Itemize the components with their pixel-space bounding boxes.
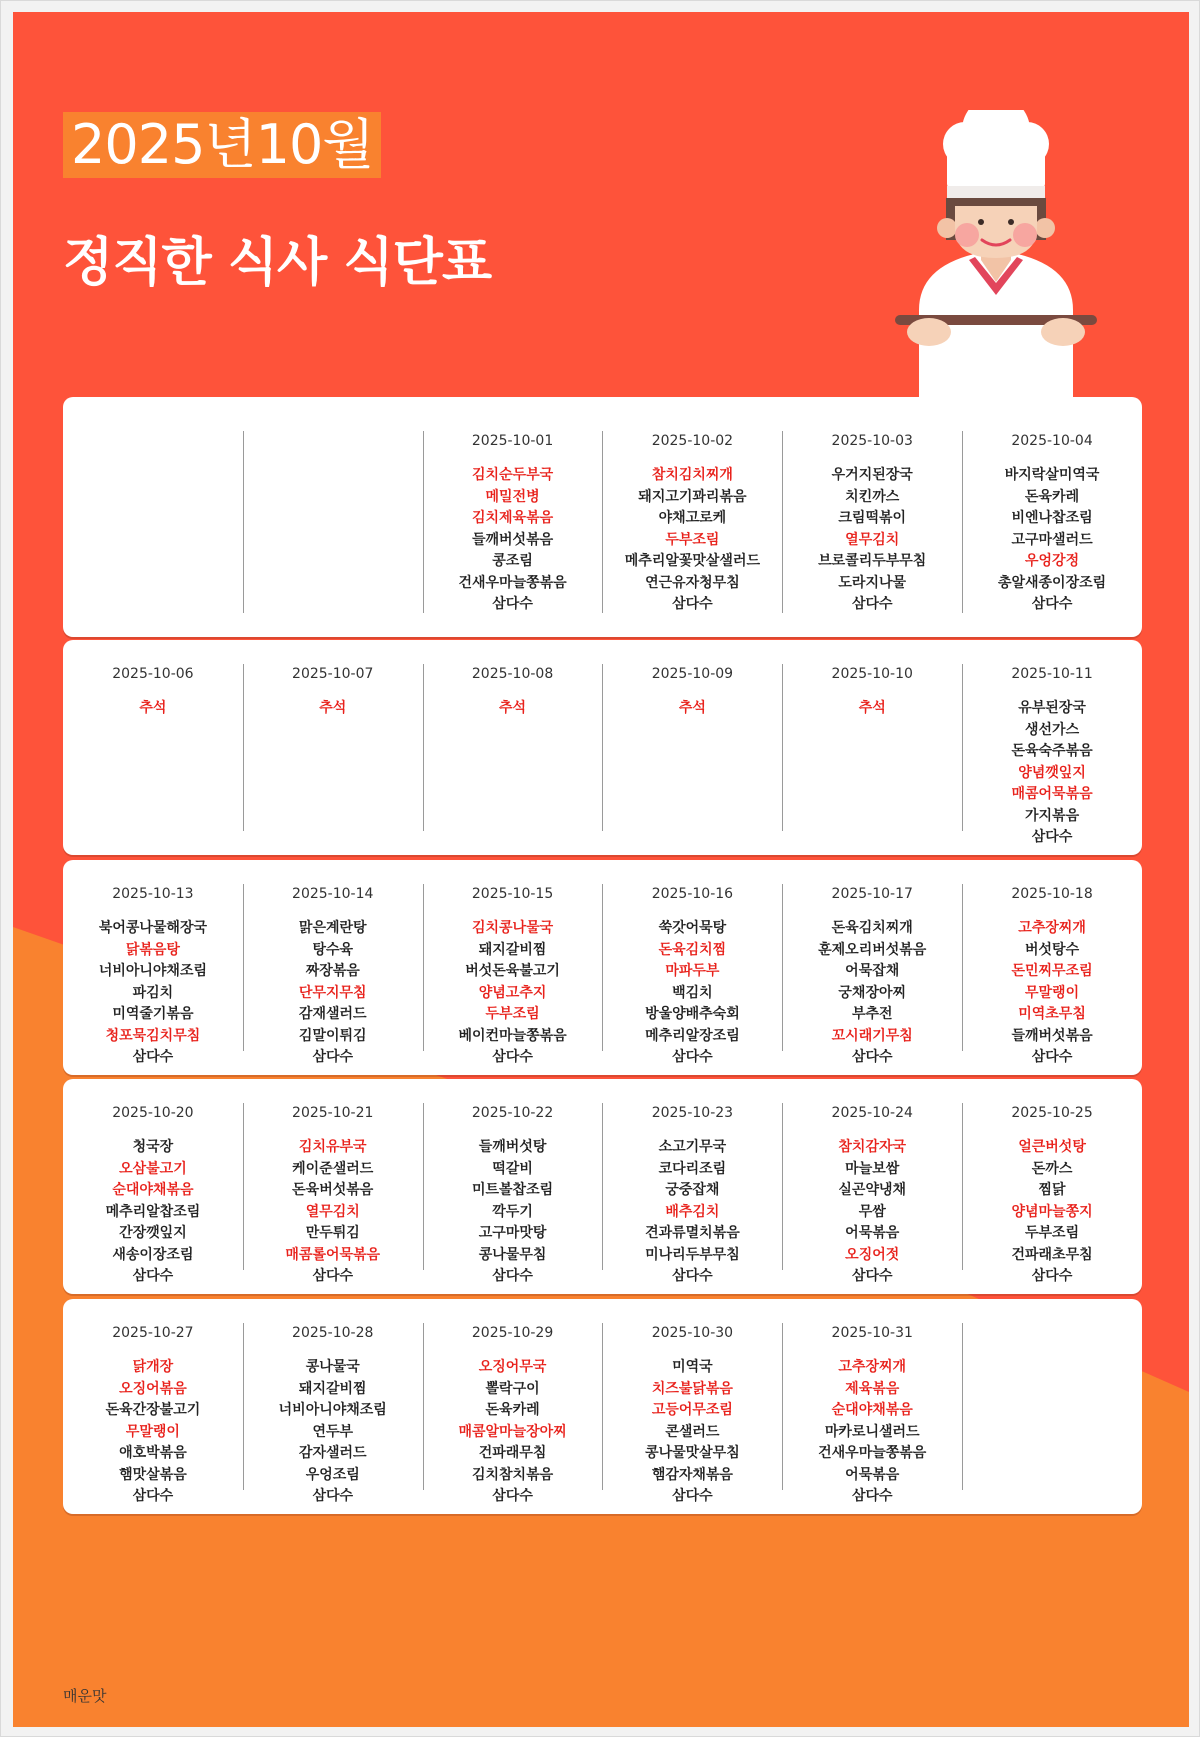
menu-item: 삼다수: [851, 1268, 893, 1284]
menu-item: 짜장볶음: [305, 963, 360, 979]
day-cell: [962, 407, 1142, 637]
menu-item-spicy: 청포묵김치무침: [105, 1027, 201, 1044]
day-cell: [243, 1299, 423, 1514]
menu-poster: [13, 12, 1189, 1727]
menu-item: 버섯탕수: [1025, 941, 1080, 958]
menu-item: 삼다수: [851, 596, 893, 612]
menu-item: 유부된장국: [1018, 700, 1086, 716]
menu-item-spicy: 고등어무조림: [651, 1402, 733, 1418]
menu-list: [63, 698, 243, 720]
menu-item-spicy: 매콤롤어묵볶음: [285, 1246, 381, 1263]
menu-item-spicy: 얼큰버섯탕: [1018, 1139, 1086, 1155]
menu-item-spicy: 고추장찌개: [1018, 920, 1086, 936]
day-date: 2025-10-17: [831, 886, 913, 902]
menu-item: 크림떡볶이: [838, 510, 907, 526]
menu-item: 돼지갈비찜: [478, 941, 547, 958]
menu-item: 생선가스: [1025, 721, 1080, 738]
menu-item: 돈육간장불고기: [105, 1402, 201, 1418]
menu-item: 삼다수: [492, 1488, 533, 1504]
menu-item-spicy: 추석: [499, 700, 527, 716]
menu-item: 연두부: [312, 1423, 354, 1440]
menu-item: 우엉조림: [305, 1466, 360, 1483]
day-date: 2025-10-29: [471, 1325, 554, 1341]
menu-item: 북어콩나물해장국: [98, 920, 208, 936]
menu-item: 코다리조림: [658, 1160, 727, 1177]
menu-item: 치킨까스: [845, 488, 900, 505]
menu-item: 삼다수: [1031, 1268, 1073, 1284]
menu-item-spicy: 두부조림: [485, 1006, 540, 1022]
day-cell: [63, 860, 243, 1075]
menu-item-spicy: 배추김치: [665, 1203, 720, 1220]
menu-list: [423, 1357, 603, 1508]
day-date: 2025-10-04: [1011, 433, 1093, 449]
menu-item-spicy: 순대야채볶음: [112, 1182, 194, 1198]
day-date: 2025-10-09: [651, 666, 734, 682]
menu-item: 파김치: [132, 984, 174, 1001]
menu-item: 버섯돈육불고기: [465, 963, 560, 979]
day-cell: [602, 1299, 782, 1514]
menu-item: 훈제오리버섯볶음: [818, 941, 927, 958]
menu-item: 들깨버섯볶음: [471, 531, 554, 548]
menu-list: [63, 1357, 243, 1508]
menu-list: [962, 465, 1142, 616]
day-date: 2025-10-14: [292, 886, 374, 902]
menu-title: 정직한 식사 식단표: [63, 233, 492, 293]
menu-item-spicy: 매콤어묵볶음: [1011, 786, 1093, 802]
day-date: 2025-10-22: [471, 1105, 554, 1121]
menu-item: 삼다수: [132, 1049, 174, 1065]
day-cell: [63, 407, 243, 637]
menu-list: [782, 698, 962, 720]
menu-item: 삼다수: [672, 596, 713, 612]
menu-item: 삼다수: [492, 1268, 533, 1284]
menu-item: 건파래무침: [478, 1445, 547, 1461]
menu-item-spicy: 김치유부국: [298, 1139, 367, 1155]
menu-item: 삼다수: [312, 1049, 354, 1065]
menu-item: 애호박볶음: [119, 1445, 187, 1461]
day-date: 2025-10-23: [651, 1105, 734, 1121]
menu-item: 마카로니샐러드: [824, 1423, 920, 1440]
day-date: 2025-10-13: [112, 886, 194, 902]
menu-item: 콩조림: [492, 553, 533, 569]
menu-item: 우거지된장국: [831, 467, 913, 483]
menu-item: 무쌈: [858, 1203, 886, 1220]
menu-item-spicy: 무말랭이: [125, 1423, 180, 1440]
menu-list: [423, 465, 603, 616]
menu-item-spicy: 마파두부: [665, 963, 720, 979]
menu-item-spicy: 고추장찌개: [838, 1359, 907, 1375]
menu-item: 건새우마늘쫑볶음: [458, 574, 567, 591]
menu-item: 간장깻잎지: [119, 1225, 187, 1241]
day-cell: [243, 860, 423, 1075]
day-date: 2025-10-08: [471, 666, 554, 682]
menu-list: [962, 698, 1142, 849]
day-date: 2025-10-18: [1011, 886, 1093, 902]
day-cell: [63, 1079, 243, 1294]
menu-item-spicy: 추석: [319, 700, 347, 716]
menu-item: 견과류멸치볶음: [645, 1225, 740, 1241]
day-date: 2025-10-06: [112, 666, 194, 682]
menu-item: 삼다수: [1031, 596, 1073, 612]
menu-list: [782, 465, 962, 616]
menu-item: 궁중잡채: [665, 1182, 720, 1198]
menu-item: 메추리알찹조림: [105, 1203, 201, 1220]
menu-item: 너비아니야채조림: [278, 1402, 387, 1418]
menu-list: [63, 918, 243, 1069]
day-cell: [782, 640, 962, 855]
day-cell: [962, 1299, 1142, 1514]
day-date: 2025-10-10: [831, 666, 913, 682]
menu-list: [243, 1137, 423, 1288]
day-date: 2025-10-20: [112, 1105, 194, 1121]
menu-item: 돈까스: [1031, 1160, 1073, 1177]
menu-item: 바지락살미역국: [1004, 467, 1100, 483]
menu-item: 어묵잡채: [845, 963, 900, 979]
menu-item: 삼다수: [672, 1049, 713, 1065]
week-card: [63, 1299, 1142, 1514]
menu-item: 실곤약냉채: [838, 1182, 907, 1198]
day-cell: [602, 860, 782, 1075]
menu-item-spicy: 오징어무국: [478, 1359, 547, 1375]
menu-item-spicy: 열무김치: [845, 531, 900, 548]
menu-item: 건파래초무침: [1011, 1246, 1093, 1263]
menu-list: [602, 698, 782, 720]
menu-item: 부추전: [851, 1006, 893, 1022]
day-date: 2025-10-02: [651, 433, 734, 449]
menu-item-spicy: 두부조림: [665, 531, 720, 548]
menu-list: [423, 1137, 603, 1288]
menu-item: 삼다수: [672, 1488, 713, 1504]
menu-item: 돈육김치찌개: [831, 920, 913, 936]
menu-list: [602, 465, 782, 616]
month-title: 2025년10월: [63, 112, 381, 178]
week-card: [63, 407, 1142, 637]
menu-item: 삼다수: [672, 1268, 713, 1284]
menu-item-spicy: 치즈불닭볶음: [651, 1380, 733, 1397]
menu-item: 쑥갓어묵탕: [658, 920, 727, 936]
day-cell: [63, 640, 243, 855]
day-cell: [602, 640, 782, 855]
menu-item: 너비아니야채조림: [98, 963, 208, 979]
menu-item: 가지볶음: [1025, 807, 1080, 824]
day-date: 2025-10-30: [651, 1325, 734, 1341]
menu-item: 고구마맛탕: [478, 1225, 547, 1241]
menu-item: 연근유자청무침: [645, 574, 740, 591]
menu-item: 미역국: [672, 1359, 713, 1375]
menu-item: 비엔나찹조림: [1011, 510, 1093, 526]
menu-list: [962, 1137, 1142, 1288]
day-cell: [962, 860, 1142, 1075]
day-cell: [423, 1079, 603, 1294]
menu-item: 맑은계란탕: [298, 920, 367, 936]
menu-item: 야채고로케: [658, 510, 727, 526]
menu-list: [423, 918, 603, 1069]
day-cell: [423, 1299, 603, 1514]
menu-item: 삼다수: [132, 1488, 174, 1504]
day-cell: [782, 1299, 962, 1514]
menu-list: [782, 1357, 962, 1508]
menu-item: 총알새종이장조림: [997, 574, 1107, 591]
menu-item: 고구마샐러드: [1011, 531, 1093, 548]
menu-item: 찜닭: [1038, 1182, 1066, 1198]
menu-item: 뽈락구이: [485, 1380, 540, 1397]
menu-item: 들깨버섯볶음: [1011, 1027, 1093, 1044]
day-cell: [602, 1079, 782, 1294]
menu-item: 베이컨마늘쫑볶음: [458, 1027, 567, 1044]
legend-spicy-note: 매운맛: [63, 1687, 107, 1705]
menu-item-spicy: 열무김치: [305, 1203, 360, 1220]
menu-item: 삼다수: [851, 1049, 893, 1065]
menu-item: 햄맛살볶음: [119, 1466, 187, 1483]
day-date: 2025-10-21: [292, 1105, 374, 1121]
menu-list: [602, 1137, 782, 1288]
menu-item: 삼다수: [312, 1268, 354, 1284]
menu-item: 삼다수: [851, 1488, 893, 1504]
menu-item: 떡갈비: [492, 1160, 533, 1177]
menu-list: [782, 1137, 962, 1288]
menu-list: [962, 918, 1142, 1069]
menu-item: 삼다수: [312, 1488, 354, 1504]
menu-item-spicy: 닭볶음탕: [125, 941, 180, 958]
menu-item: 방울양배추숙회: [645, 1006, 740, 1022]
day-date: 2025-10-27: [112, 1325, 194, 1341]
menu-item: 백김치: [672, 984, 713, 1001]
day-date: 2025-10-07: [292, 666, 374, 682]
menu-item-spicy: 참치감자국: [838, 1139, 907, 1155]
menu-item: 마늘보쌈: [845, 1160, 900, 1177]
menu-item: 탕수육: [312, 941, 354, 958]
menu-item: 청국장: [132, 1139, 174, 1155]
menu-item: 햄감자채볶음: [651, 1466, 733, 1483]
menu-item-spicy: 메밀전병: [485, 488, 540, 505]
menu-item-spicy: 오삼불고기: [119, 1160, 187, 1177]
menu-item: 새송이장조림: [112, 1246, 194, 1263]
day-cell: [423, 407, 603, 637]
day-cell: [423, 640, 603, 855]
menu-item: 궁채장아찌: [838, 984, 907, 1001]
menu-item: 삼다수: [1031, 1049, 1073, 1065]
menu-item-spicy: 김치순두부국: [471, 467, 554, 483]
week-card: [63, 860, 1142, 1075]
menu-item: 콩나물무침: [478, 1246, 547, 1263]
menu-item: 두부조림: [1025, 1225, 1080, 1241]
menu-item: 김말이튀김: [298, 1027, 367, 1044]
day-date: 2025-10-28: [292, 1325, 374, 1341]
menu-item: 돈육카레: [485, 1402, 540, 1418]
menu-item-spicy: 오징어볶음: [119, 1380, 187, 1397]
menu-item: 삼다수: [492, 596, 533, 612]
week-card: [63, 640, 1142, 855]
menu-item: 메추리알꽃맛살샐러드: [624, 553, 761, 569]
chef-illustration: [889, 110, 1103, 410]
menu-item: 콘샐러드: [665, 1423, 720, 1440]
menu-item-spicy: 닭개장: [132, 1359, 174, 1375]
day-cell: [602, 407, 782, 637]
menu-item-spicy: 제육볶음: [845, 1380, 900, 1397]
menu-item: 김치참치볶음: [471, 1466, 554, 1483]
menu-item: 깍두기: [492, 1203, 533, 1220]
day-cell: [243, 1079, 423, 1294]
menu-list: [63, 1137, 243, 1288]
menu-item-spicy: 추석: [858, 700, 886, 716]
day-date: 2025-10-25: [1011, 1105, 1093, 1121]
menu-item-spicy: 단무지무침: [298, 984, 367, 1001]
day-date: 2025-10-03: [831, 433, 913, 449]
menu-item-spicy: 양념고추지: [478, 984, 547, 1001]
day-date: 2025-10-16: [651, 886, 734, 902]
menu-item-spicy: 순대야채볶음: [831, 1402, 913, 1418]
menu-item: 메추리알장조림: [645, 1027, 740, 1044]
menu-item: 들깨버섯탕: [478, 1139, 547, 1155]
menu-item: 미나리두부무침: [645, 1246, 740, 1263]
menu-list: [602, 918, 782, 1069]
menu-item: 어묵볶음: [845, 1466, 900, 1483]
menu-item: 돈육숙주볶음: [1011, 743, 1093, 759]
menu-item: 돈육카레: [1025, 488, 1080, 505]
menu-item-spicy: 김치제육볶음: [471, 510, 554, 526]
menu-list: [602, 1357, 782, 1508]
menu-item-spicy: 추석: [139, 700, 167, 716]
menu-item-spicy: 돈육김치찜: [658, 941, 727, 958]
menu-item-spicy: 무말랭이: [1025, 984, 1080, 1001]
day-cell: [962, 640, 1142, 855]
day-cell: [243, 640, 423, 855]
menu-item-spicy: 돈민찌무조림: [1011, 963, 1093, 979]
menu-item: 돼지갈비찜: [298, 1380, 367, 1397]
menu-item: 어묵볶음: [845, 1225, 900, 1241]
menu-item: 콩나물국: [305, 1359, 360, 1375]
day-cell: [782, 1079, 962, 1294]
menu-list: [243, 698, 423, 720]
menu-item-spicy: 우엉강정: [1025, 553, 1080, 569]
menu-item: 만두튀김: [305, 1225, 360, 1241]
day-date: 2025-10-15: [471, 886, 554, 902]
day-cell: [962, 1079, 1142, 1294]
day-cell: [63, 1299, 243, 1514]
menu-item: 감자샐러드: [298, 1445, 367, 1461]
menu-item-spicy: 오징어젓: [845, 1246, 900, 1263]
menu-item: 건새우마늘쫑볶음: [818, 1445, 927, 1461]
menu-item: 삼다수: [1031, 829, 1073, 845]
day-date: 2025-10-01: [471, 433, 554, 449]
menu-item: 미트볼찹조림: [471, 1182, 554, 1198]
day-date: 2025-10-11: [1011, 666, 1093, 682]
menu-list: [782, 918, 962, 1069]
menu-item-spicy: 김치콩나물국: [471, 920, 554, 936]
day-date: 2025-10-24: [831, 1105, 913, 1121]
menu-item: 돈육버섯볶음: [292, 1182, 374, 1198]
menu-item-spicy: 매콤알마늘장아찌: [458, 1423, 567, 1440]
day-date: [243, 431, 423, 451]
menu-item: 브로콜리두부무침: [818, 553, 927, 569]
menu-item: 삼다수: [132, 1268, 174, 1284]
menu-item: 삼다수: [492, 1049, 533, 1065]
menu-item: 소고기무국: [658, 1139, 727, 1155]
menu-list: [243, 918, 423, 1069]
day-cell: [782, 407, 962, 637]
menu-item-spicy: 참치김치찌개: [651, 467, 733, 483]
menu-item: 콩나물맛살무침: [645, 1445, 740, 1461]
menu-item-spicy: 양념마늘쫑지: [1011, 1203, 1093, 1220]
menu-list: [243, 1357, 423, 1508]
day-date: [962, 1323, 1142, 1343]
menu-item-spicy: 꼬시래기무침: [831, 1027, 913, 1044]
menu-item: 도라지나물: [838, 574, 907, 591]
menu-item: 케이준샐러드: [292, 1160, 374, 1177]
menu-item-spicy: 양념깻잎지: [1018, 764, 1086, 781]
day-date: 2025-10-31: [831, 1325, 913, 1341]
day-cell: [243, 407, 423, 637]
menu-item: 미역줄기볶음: [112, 1006, 194, 1022]
menu-item: 돼지고기꽈리볶음: [638, 488, 747, 505]
day-cell: [423, 860, 603, 1075]
week-card: [63, 1079, 1142, 1294]
menu-item: 감재샐러드: [298, 1006, 367, 1022]
menu-list: [423, 698, 603, 720]
menu-item-spicy: 추석: [678, 700, 706, 716]
menu-item-spicy: 미역초무침: [1018, 1006, 1086, 1022]
day-date: [63, 431, 243, 451]
day-cell: [782, 860, 962, 1075]
